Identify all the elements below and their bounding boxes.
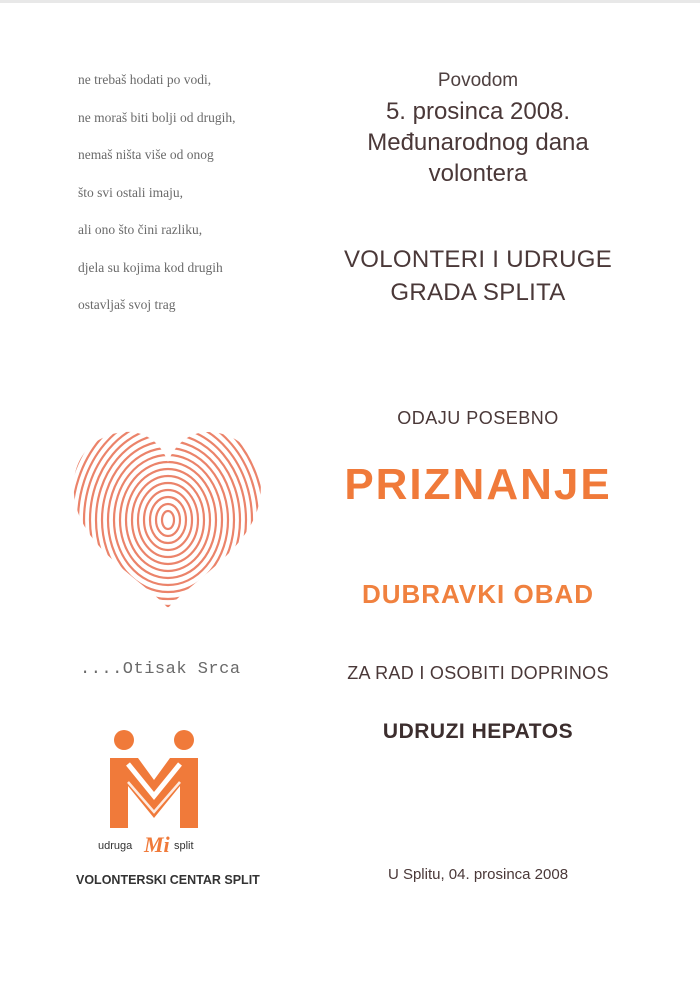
logo-centre-name: VOLONTERSKI CENTAR SPLIT [76,873,260,887]
poem [78,70,308,333]
givers-line: VOLONTERI I UDRUGE [343,246,613,273]
occasion-line: volontera [428,160,528,187]
occasion-intro: Povodom [437,70,519,91]
logo-udruga: udruga [98,840,133,852]
givers [318,243,638,309]
poem-line: ali ono što čini razliku, [78,222,203,237]
award-reason: ZA RAD I OSOBITI DOPRINOS [347,663,609,683]
award-organization: UDRUZI HEPATOS [382,720,574,743]
award-intro: ODAJU POSEBNO [397,408,559,428]
logo-mi: Mi [144,832,170,857]
givers-line: GRADA SPLITA [390,279,566,306]
award-title: PRIZNANJE [344,460,612,509]
poem-line: ne moraš biti bolji od drugih, [78,109,236,125]
poem-line: djela su kojima kod drugih [78,259,223,275]
occasion-heading [318,96,638,189]
place-date: U Splitu, 04. prosinca 2008 [387,866,569,883]
poem-line: ostavljaš svoj trag [78,297,176,312]
poem-line: što svi ostali imaju, [78,184,184,200]
logo-wordmark [98,834,258,864]
occasion-date: 5. prosinca 2008. [385,98,571,125]
scan-edge [0,0,700,3]
recipient-name: DUBRAVKI OBAD [361,579,595,609]
mi-people-logo-icon [104,724,204,830]
heart-caption: ....Otisak Srca [80,660,241,679]
occasion-line: Međunarodnog dana [367,129,589,156]
poem-line: ne trebaš hodati po vodi, [78,72,212,87]
poem-line: nemaš ništa više od onog [78,147,214,162]
fingerprint-heart-icon [70,428,266,612]
logo-split: split [174,840,194,852]
